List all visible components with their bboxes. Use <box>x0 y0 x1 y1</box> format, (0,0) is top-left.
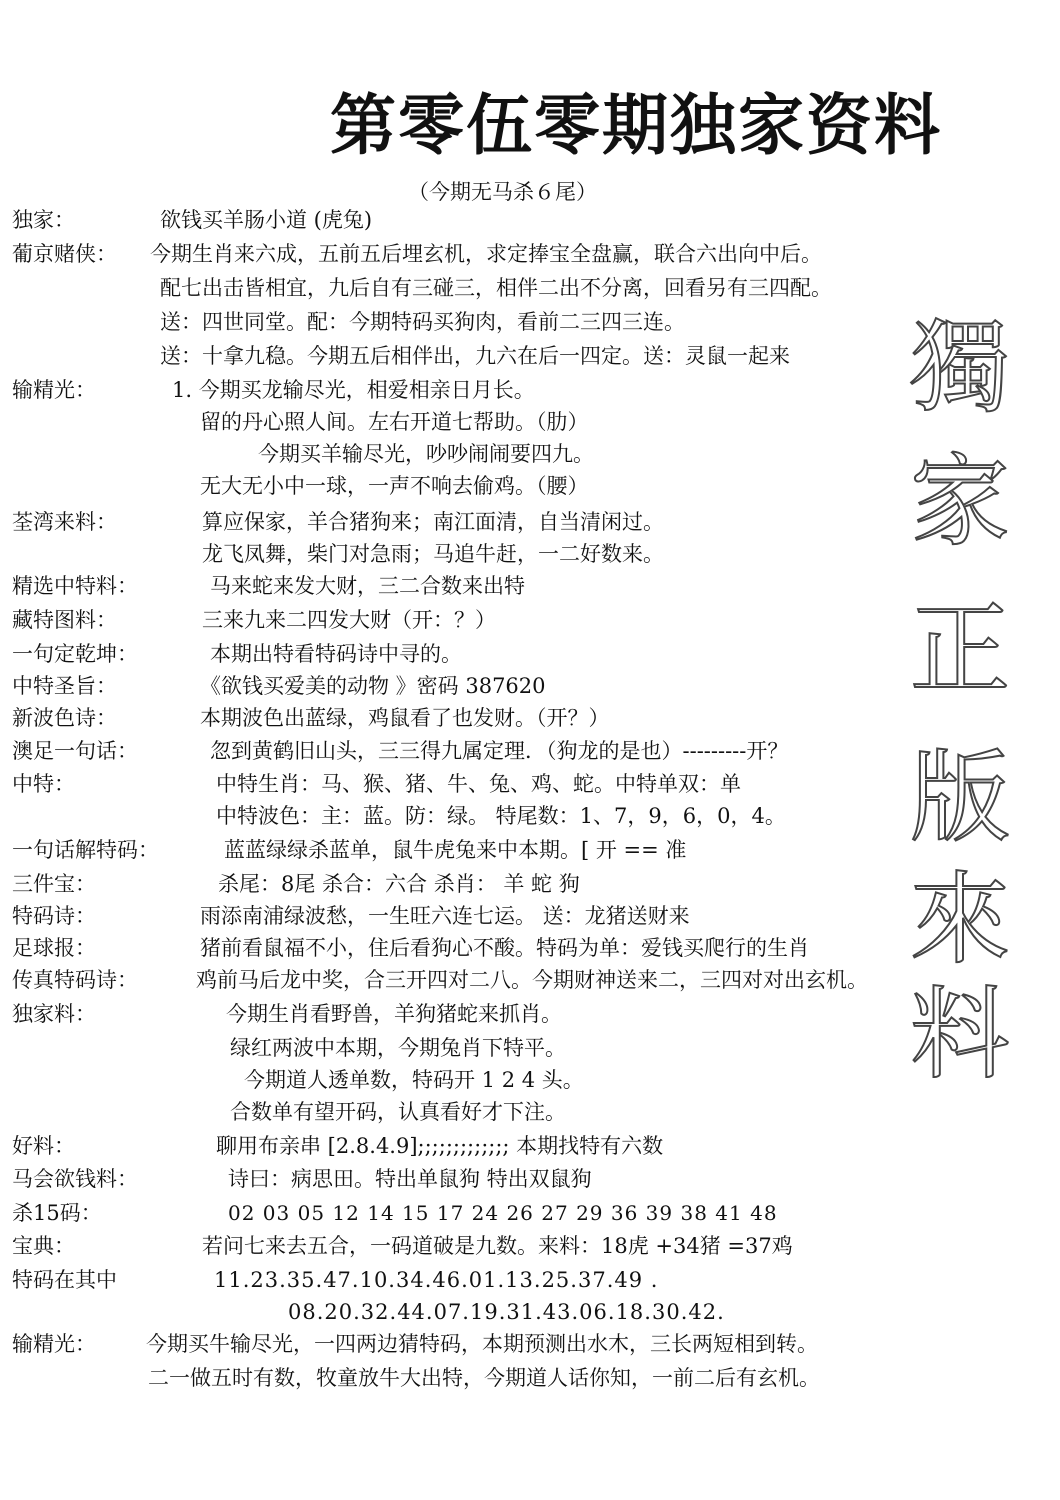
row-text: 鸡前马后龙中奖，合三开四对二八。今期财神送来二，三四对对出玄机。 <box>196 968 868 992</box>
row-text: 若问七来去五合，一码道破是九数。来料：18虎 +34猪 =37鸡 <box>202 1234 793 1258</box>
row-label: 三件宝： <box>12 872 96 896</box>
row-label: 宝典： <box>12 1234 75 1258</box>
watermark-char: 家 <box>910 443 1010 560</box>
row-text: 合数单有望开码，认真看好才下注。 <box>230 1100 566 1124</box>
row-text: 送：十拿九稳。今期五后相伴出，九六在后一四定。送：灵鼠一起来 <box>160 344 790 368</box>
row-text: 今期生肖看野兽，羊狗猪蛇来抓肖。 <box>226 1002 562 1026</box>
row-text: 聊用布亲串 [2.8.4.9];;;;;;;;;;;;; 本期找特有六数 <box>216 1134 664 1158</box>
row-label: 藏特图料： <box>12 608 117 632</box>
watermark-char: 料 <box>910 976 1010 1093</box>
row-text: 蓝蓝绿绿杀蓝单，鼠牛虎兔来中本期。[ 开 == 准 <box>224 838 687 862</box>
row-label: 输精光： <box>12 378 96 402</box>
row-text: 留的丹心照人间。左右开道七帮助。（肋） <box>200 410 589 434</box>
row-text: 08.20.32.44.07.19.31.43.06.18.30.42. <box>288 1300 725 1324</box>
row-text: 今期买羊输尽光，吵吵闹闹要四九。 <box>258 442 594 466</box>
row-label: 独家： <box>12 208 75 232</box>
watermark-char: 正 <box>910 591 1010 708</box>
row-text: 忽到黄鹤旧山头，三三得九属定理．（狗龙的是也）---------开？ <box>210 739 789 763</box>
row-label: 独家料： <box>12 1002 96 1026</box>
row-text: 龙飞凤舞，柴门对急雨；马追牛赶，一二好数来。 <box>202 542 664 566</box>
row-text: 02 03 05 12 14 15 17 24 26 27 29 36 39 38 41 48 <box>228 1201 778 1225</box>
row-label: 杀15码： <box>12 1201 102 1225</box>
watermark-char: 獨 <box>910 309 1010 426</box>
row-text: 雨添南浦绿波愁，一生旺六连七运。 送：龙猪送财来 <box>200 904 690 928</box>
watermark-char: 版 <box>910 739 1010 856</box>
row-label: 新波色诗： <box>12 706 117 730</box>
row-text: 今期生肖来六成，五前五后埋玄机，求定捧宝全盘赢，联合六出向中后。 <box>150 242 822 266</box>
row-label: 葡京赌侠： <box>12 242 117 266</box>
row-text: 今期买牛输尽光，一四两边猜特码，本期预测出水木，三长两短相到转。 <box>146 1332 818 1356</box>
row-text: 配七出击皆相宜，九后自有三碰三，相伴二出不分离，回看另有三四配。 <box>160 276 832 300</box>
row-text: 本期出特看特码诗中寻的。 <box>210 642 462 666</box>
row-text: 《欲钱买爱美的动物 》密码 387620 <box>200 674 546 698</box>
row-text: 二一做五时有数，牧童放牛大出特，今期道人话你知，一前二后有玄机。 <box>148 1366 820 1390</box>
row-label: 中特圣旨： <box>12 674 117 698</box>
row-text: 送：四世同堂。配：今期特码买狗肉，看前二三四三连。 <box>160 310 685 334</box>
row-text: 今期道人透单数，特码开 1 2 4 头。 <box>244 1068 584 1092</box>
row-label: 荃湾来料： <box>12 510 117 534</box>
watermark-char: 來 <box>910 861 1010 978</box>
row-label: 精选中特料： <box>12 574 138 598</box>
row-text: 绿红两波中本期，今期兔肖下特平。 <box>230 1036 566 1060</box>
row-label: 好料： <box>12 1134 75 1158</box>
row-text: 三来九来二四发大财（开：？） <box>202 608 496 632</box>
row-label: 输精光： <box>12 1332 96 1356</box>
row-text: 算应保家，羊合猪狗来；南江面清，自当清闲过。 <box>202 510 664 534</box>
row-text: 11.23.35.47.10.34.46.01.13.25.37.49 . <box>214 1268 659 1292</box>
row-label: 马会欲钱料： <box>12 1167 138 1191</box>
row-label: 一句话解特码： <box>12 838 159 862</box>
row-text: 中特生肖：马、猴、猪、牛、兔、鸡、蛇。中特单双：单 <box>216 772 741 796</box>
row-text: 猪前看鼠福不小，住后看狗心不酸。特码为单：爱钱买爬行的生肖 <box>200 936 809 960</box>
row-label: 一句定乾坤： <box>12 642 138 666</box>
row-text: 无大无小中一球，一声不响去偷鸡。（腰） <box>200 474 589 498</box>
row-text: 欲钱买羊肠小道 (虎兔) <box>160 208 373 232</box>
row-label: 传真特码诗： <box>12 968 138 992</box>
row-label: 足球报： <box>12 936 96 960</box>
row-label: 澳足一句话： <box>12 739 138 763</box>
page-title: 第零伍零期独家资料 <box>330 86 942 164</box>
row-text: 本期波色出蓝绿，鸡鼠看了也发财。（开？） <box>200 706 610 730</box>
row-text: 中特波色：主：蓝。防：绿。 特尾数：1、7，9，6，0，4。 <box>216 804 786 828</box>
row-label: 中特： <box>12 772 75 796</box>
row-text: 杀尾：8尾 杀合：六合 杀肖： 羊 蛇 狗 <box>218 872 580 896</box>
row-label: 特码在其中 <box>12 1268 117 1292</box>
row-text: 马来蛇来发大财，三二合数来出特 <box>210 574 525 598</box>
subtitle: （今期无马杀６尾） <box>408 180 597 204</box>
row-text: 1. 今期买龙输尽光，相爱相亲日月长。 <box>172 378 535 402</box>
row-label: 特码诗： <box>12 904 96 928</box>
row-text: 诗曰：病思田。特出单鼠狗 特出双鼠狗 <box>228 1167 592 1191</box>
